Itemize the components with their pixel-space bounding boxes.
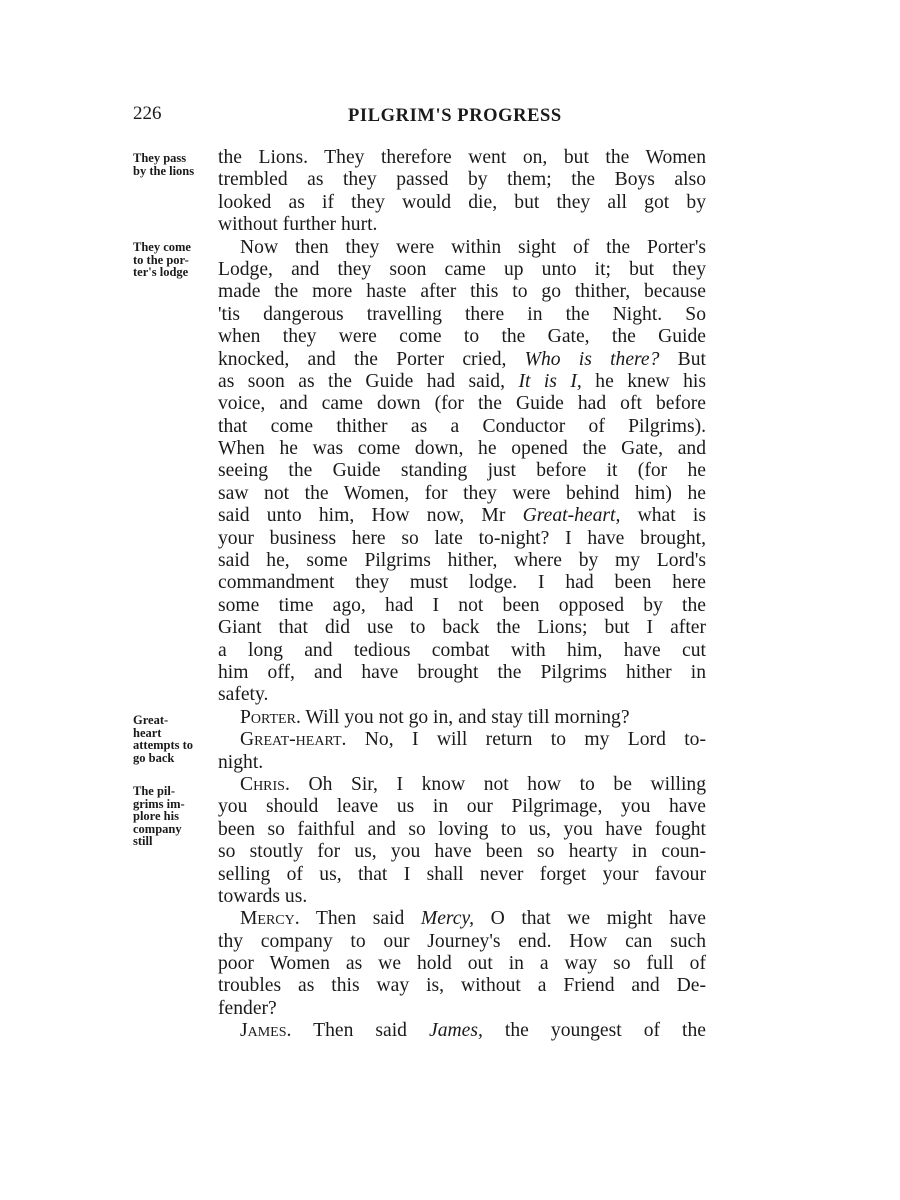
text-line: Giant that did use to back the Lions; but I after [218, 617, 706, 639]
text-line: as soon as the Guide had said, It is I, he knew his [218, 370, 706, 392]
speaker-name: Porter. [240, 706, 301, 728]
text-line: without further hurt. [218, 214, 378, 236]
text-line: Chris. Oh Sir, I know not how to be willing [240, 773, 706, 795]
text-line: said he, some Pilgrims hither, where by my Lord's [218, 550, 706, 572]
margin-note-lions: They pass by the lions [133, 151, 195, 178]
text-line: him off, and have brought the Pilgrims hither in [218, 661, 706, 683]
text-line: looked as if they would die, but they all got by [218, 191, 706, 213]
text-line: James. Then said James, the youngest of the [240, 1020, 706, 1042]
text-line: your business here so late to-night? I have brought, [218, 527, 706, 549]
text-line: 'tis dangerous travelling there in the Night. So [218, 303, 706, 325]
text-line: saw not the Women, for they were behind him) he [218, 482, 706, 504]
text-line: fender? [218, 997, 277, 1019]
text-line: so stoutly for us, you have been so hearty in coun- [218, 841, 706, 863]
text-line: troubles as this way is, without a Friend and De- [218, 975, 706, 997]
italic-phrase: Who is there? [524, 348, 660, 370]
body-text [218, 147, 706, 1043]
text-line: selling of us, that I shall never forget your favour [218, 863, 706, 885]
text-line: that come thither as a Conductor of Pilgrims). [218, 415, 706, 437]
text-line: When he was come down, he opened the Gate, and [218, 438, 706, 460]
text-line: knocked, and the Porter cried, Who is there? But [218, 348, 706, 370]
text-line: some time ago, had I not been opposed by the [218, 594, 706, 616]
text-line: the Lions. They therefore went on, but the Women [218, 147, 706, 168]
text-line: trembled as they passed by them; the Boys also [218, 169, 706, 191]
speaker-name: Mercy. [240, 908, 300, 930]
speaker-name: Great-heart. [240, 729, 347, 751]
text-line: towards us. [218, 885, 308, 907]
text-line: thy company to our Journey's end. How can such [218, 930, 706, 952]
text-line: seeing the Guide standing just before it (for he [218, 460, 706, 482]
margin-note-porters-lodge: They come to the por- ter's lodge [133, 240, 191, 280]
margin-note-pilgrims-implore: The pil- grims im- plore his company still [133, 784, 185, 849]
italic-phrase: Great-heart, [522, 505, 621, 527]
text-line: Lodge, and they soon came up unto it; but they [218, 258, 706, 280]
text-line: Mercy. Then said Mercy, O that we might have [240, 908, 706, 930]
text-line: Great-heart. No, I will return to my Lord to- [240, 729, 706, 751]
speaker-name: James. [240, 1020, 292, 1042]
speaker-name: Chris. [240, 773, 290, 795]
text-line: Porter. Will you not go in, and stay till morning? [240, 706, 630, 728]
text-line: Now then they were within sight of the Porter's [240, 236, 706, 258]
running-title: PILGRIM'S PROGRESS [348, 106, 562, 126]
italic-phrase: Mercy, [420, 908, 475, 930]
text-line: commandment they must lodge. I had been here [218, 572, 706, 594]
text-line: been so faithful and so loving to us, you have fought [218, 818, 706, 840]
text-line: a long and tedious combat with him, have cut [218, 639, 706, 661]
text-line: poor Women as we hold out in a way so full of [218, 953, 706, 975]
text-line: you should leave us in our Pilgrimage, you have [218, 796, 706, 818]
text-line: night. [218, 751, 264, 773]
text-line: said unto him, How now, Mr Great-heart, what is [218, 505, 706, 527]
text-line: made the more haste after this to go thither, because [218, 281, 706, 303]
page-number: 226 [133, 103, 162, 124]
margin-note-great-heart: Great- heart attempts to go back [133, 713, 194, 765]
text-line: when they were come to the Gate, the Guide [218, 326, 706, 348]
italic-phrase: James, [429, 1020, 483, 1042]
text-line: safety. [218, 684, 269, 706]
text-line: voice, and came down (for the Guide had oft before [218, 393, 706, 415]
italic-phrase: It is I, [518, 370, 582, 392]
